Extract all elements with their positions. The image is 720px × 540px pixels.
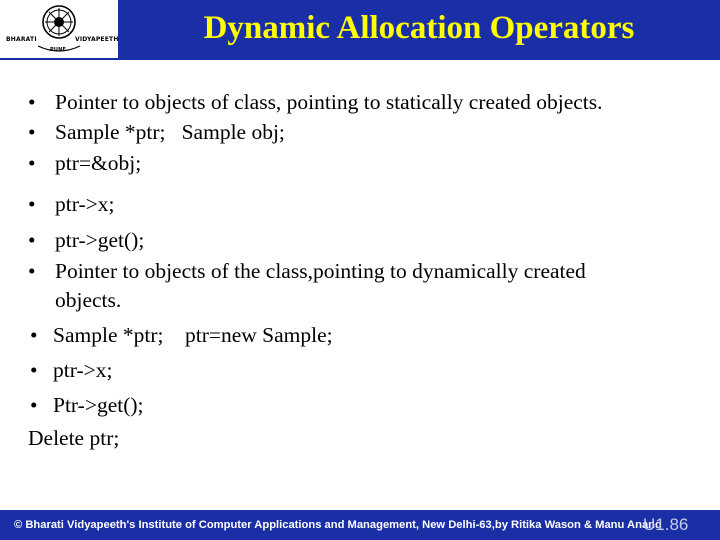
content-line-1: Pointer to objects of class, pointing to statically created objects. [55,90,603,114]
bullet-marker: • [28,90,36,114]
logo-right-text: VIDYAPEETH [75,36,119,43]
logo-left-text: BHARATI [6,36,37,43]
bullet-marker: • [30,323,38,347]
content-line-7: Sample *ptr; ptr=new Sample; [53,323,333,347]
slide-title: Dynamic Allocation Operators [203,10,635,46]
header-bar [0,0,720,60]
content-line-6: Pointer to objects of the class,pointing to dynamically created [55,259,586,283]
content-line-4: ptr->x; [55,192,115,216]
bullet-marker: • [28,151,36,175]
copyright-text: © Bharati Vidyapeeth's Institute of Computer Applications and Management, New Delhi-63,by Ritika Wason & Manu Anand [14,519,662,531]
logo [0,0,120,58]
bullet-marker: • [28,192,36,216]
bullet-marker: • [28,228,36,252]
bullet-marker: • [28,120,36,144]
content-line-8: ptr->x; [53,358,113,382]
slide-number: U1.86 [643,515,689,534]
content-line-10: Delete ptr; [28,426,120,450]
content-line-2: Sample *ptr; Sample obj; [55,120,285,144]
logo-bottom-text: PUNE [50,47,67,53]
bullet-marker: • [30,358,38,382]
footer-bar [0,510,720,540]
bullet-marker: • [28,259,36,283]
content-line-6-continued: objects. [55,288,122,312]
content-line-5: ptr->get(); [55,228,145,252]
bullet-marker: • [30,393,38,417]
content-line-9: Ptr->get(); [53,393,144,417]
content-line-3: ptr=&obj; [55,151,142,175]
